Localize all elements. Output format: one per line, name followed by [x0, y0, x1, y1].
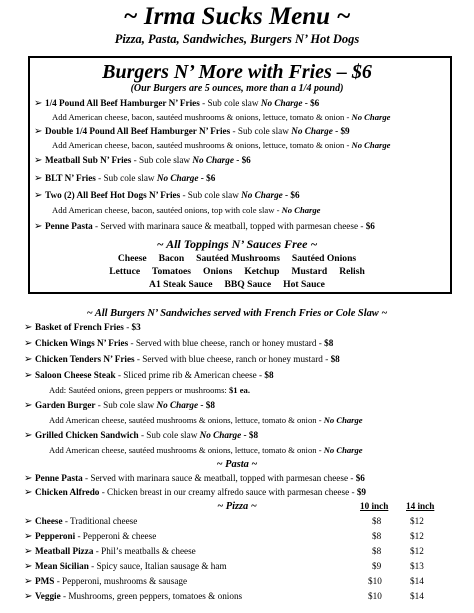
- menu-item: ➢ BLT N’ Fries - Sub cole slaw No Charge - $6: [34, 173, 216, 184]
- toppings-line: Cheese Bacon Sautéed Mushrooms Sautéed Onions: [117, 253, 357, 264]
- pizza-price-14: $12: [410, 546, 424, 556]
- menu-addon: Add American cheese, bacon, sautéed onions, top with cole slaw - No Charge: [52, 205, 321, 215]
- menu-addon: Add American cheese, sautéed mushrooms & onions, lettuce, tomato & onion - No Charge: [49, 415, 363, 425]
- menu-subtitle: Pizza, Pasta, Sandwiches, Burgers N’ Hot Dogs: [114, 32, 360, 46]
- toppings-line: A1 Steak Sauce BBQ Sauce Hot Sauce: [149, 279, 325, 290]
- checkmark-bullet-icon: ➢: [24, 400, 33, 411]
- menu-item: ➢ Meatball Sub N’ Fries - Sub cole slaw No Charge - $6: [34, 155, 251, 166]
- checkmark-bullet-icon: ➢: [34, 190, 43, 201]
- pizza-price-10: $10: [368, 576, 382, 586]
- checkmark-bullet-icon: ➢: [24, 354, 33, 365]
- pizza-item: ➢ PMS - Pepperoni, mushrooms & sausage: [24, 576, 188, 587]
- pizza-col-10-inch: 10 inch: [360, 501, 389, 511]
- menu-item: ➢ Penne Pasta - Served with marinara sauce & meatball, topped with parmesan cheese - $6: [34, 221, 375, 232]
- pizza-price-14: $14: [410, 576, 424, 586]
- pizza-price-10: $10: [368, 591, 382, 601]
- checkmark-bullet-icon: ➢: [24, 430, 33, 441]
- checkmark-bullet-icon: ➢: [34, 155, 43, 166]
- menu-addon: Add American cheese, sautéed mushrooms & onions, lettuce, tomato & onion - No Charge: [49, 445, 363, 455]
- menu-item: ➢ Chicken Tenders N’ Fries - Served with blue cheese, ranch or honey mustard - $8: [24, 354, 340, 365]
- burgers-heading: Burgers N’ More with Fries – $6: [102, 61, 372, 83]
- menu-item: ➢ Chicken Wings N’ Fries - Served with blue cheese, ranch or honey mustard - $8: [24, 338, 334, 349]
- toppings-line: Lettuce Tomatoes Onions Ketchup Mustard Relish: [109, 266, 365, 277]
- pizza-item: ➢ Cheese - Traditional cheese: [24, 516, 138, 527]
- pizza-item: ➢ Pepperoni - Pepperoni & cheese: [24, 531, 157, 542]
- pizza-item: ➢ Veggie - Mushrooms, green peppers, tomatoes & onions: [24, 591, 243, 602]
- menu-item: ➢ Double 1/4 Pound All Beef Hamburger N’ Fries - Sub cole slaw No Charge - $9: [34, 126, 350, 137]
- checkmark-bullet-icon: ➢: [24, 531, 33, 542]
- menu-item: ➢ Penne Pasta - Served with marinara sauce & meatball, topped with parmesan cheese - $6: [24, 473, 365, 484]
- pizza-price-14: $12: [410, 516, 424, 526]
- burgers-note: (Our Burgers are 5 ounces, more than a 1/4 pound): [130, 83, 344, 94]
- checkmark-bullet-icon: ➢: [24, 561, 33, 572]
- menu-addon: Add American cheese, bacon, sautéed mushrooms & onions, lettuce, tomato & onion - No Charge: [52, 112, 391, 122]
- menu-item: ➢ Saloon Cheese Steak - Sliced prime rib & American cheese - $8: [24, 370, 274, 381]
- pizza-price-14: $12: [410, 531, 424, 541]
- checkmark-bullet-icon: ➢: [24, 473, 33, 484]
- pizza-price-10: $8: [372, 531, 382, 541]
- pizza-price-14: $14: [410, 591, 424, 601]
- checkmark-bullet-icon: ➢: [24, 516, 33, 527]
- pizza-item: ➢ Meatball Pizza - Phil’s meatballs & cheese: [24, 546, 196, 557]
- pasta-heading: ~ Pasta ~: [216, 459, 258, 470]
- menu-addon: Add: Sautéed onions, green peppers or mushrooms: $1 ea.: [49, 385, 250, 395]
- checkmark-bullet-icon: ➢: [24, 338, 33, 349]
- pizza-item: ➢ Mean Sicilian - Spicy sauce, Italian sausage & ham: [24, 561, 227, 572]
- checkmark-bullet-icon: ➢: [24, 546, 33, 557]
- checkmark-bullet-icon: ➢: [24, 591, 33, 602]
- checkmark-bullet-icon: ➢: [24, 576, 33, 587]
- menu-item: ➢ Grilled Chicken Sandwich - Sub cole slaw No Charge - $8: [24, 430, 259, 441]
- sandwiches-heading: ~ All Burgers N’ Sandwiches served with French Fries or Cole Slaw ~: [86, 308, 388, 319]
- toppings-heading: ~ All Toppings N’ Sauces Free ~: [156, 237, 318, 251]
- checkmark-bullet-icon: ➢: [24, 487, 33, 498]
- checkmark-bullet-icon: ➢: [34, 98, 43, 109]
- menu-addon: Add American cheese, bacon, sautéed mushrooms & onions, lettuce, tomato & onion - No Charge: [52, 140, 391, 150]
- checkmark-bullet-icon: ➢: [24, 322, 33, 333]
- menu-item: ➢ Garden Burger - Sub cole slaw No Charge - $8: [24, 400, 215, 411]
- checkmark-bullet-icon: ➢: [24, 370, 33, 381]
- menu-item: ➢ Chicken Alfredo - Chicken breast in our creamy alfredo sauce with parmesan cheese - $9: [24, 487, 366, 498]
- checkmark-bullet-icon: ➢: [34, 126, 43, 137]
- pizza-price-14: $13: [410, 561, 424, 571]
- menu-item: ➢ Basket of French Fries - $3: [24, 322, 141, 333]
- pizza-price-10: $8: [372, 546, 382, 556]
- checkmark-bullet-icon: ➢: [34, 221, 43, 232]
- menu-title: ~ Irma Sucks Menu ~: [123, 3, 351, 30]
- pizza-col-14-inch: 14 inch: [406, 501, 435, 511]
- menu-item: ➢ 1/4 Pound All Beef Hamburger N’ Fries - Sub cole slaw No Charge - $6: [34, 98, 320, 109]
- pizza-price-10: $9: [372, 561, 382, 571]
- checkmark-bullet-icon: ➢: [34, 173, 43, 184]
- menu-item: ➢ Two (2) All Beef Hot Dogs N’ Fries - Sub cole slaw No Charge - $6: [34, 190, 300, 201]
- pizza-price-10: $8: [372, 516, 382, 526]
- pizza-heading: ~ Pizza ~: [217, 501, 257, 512]
